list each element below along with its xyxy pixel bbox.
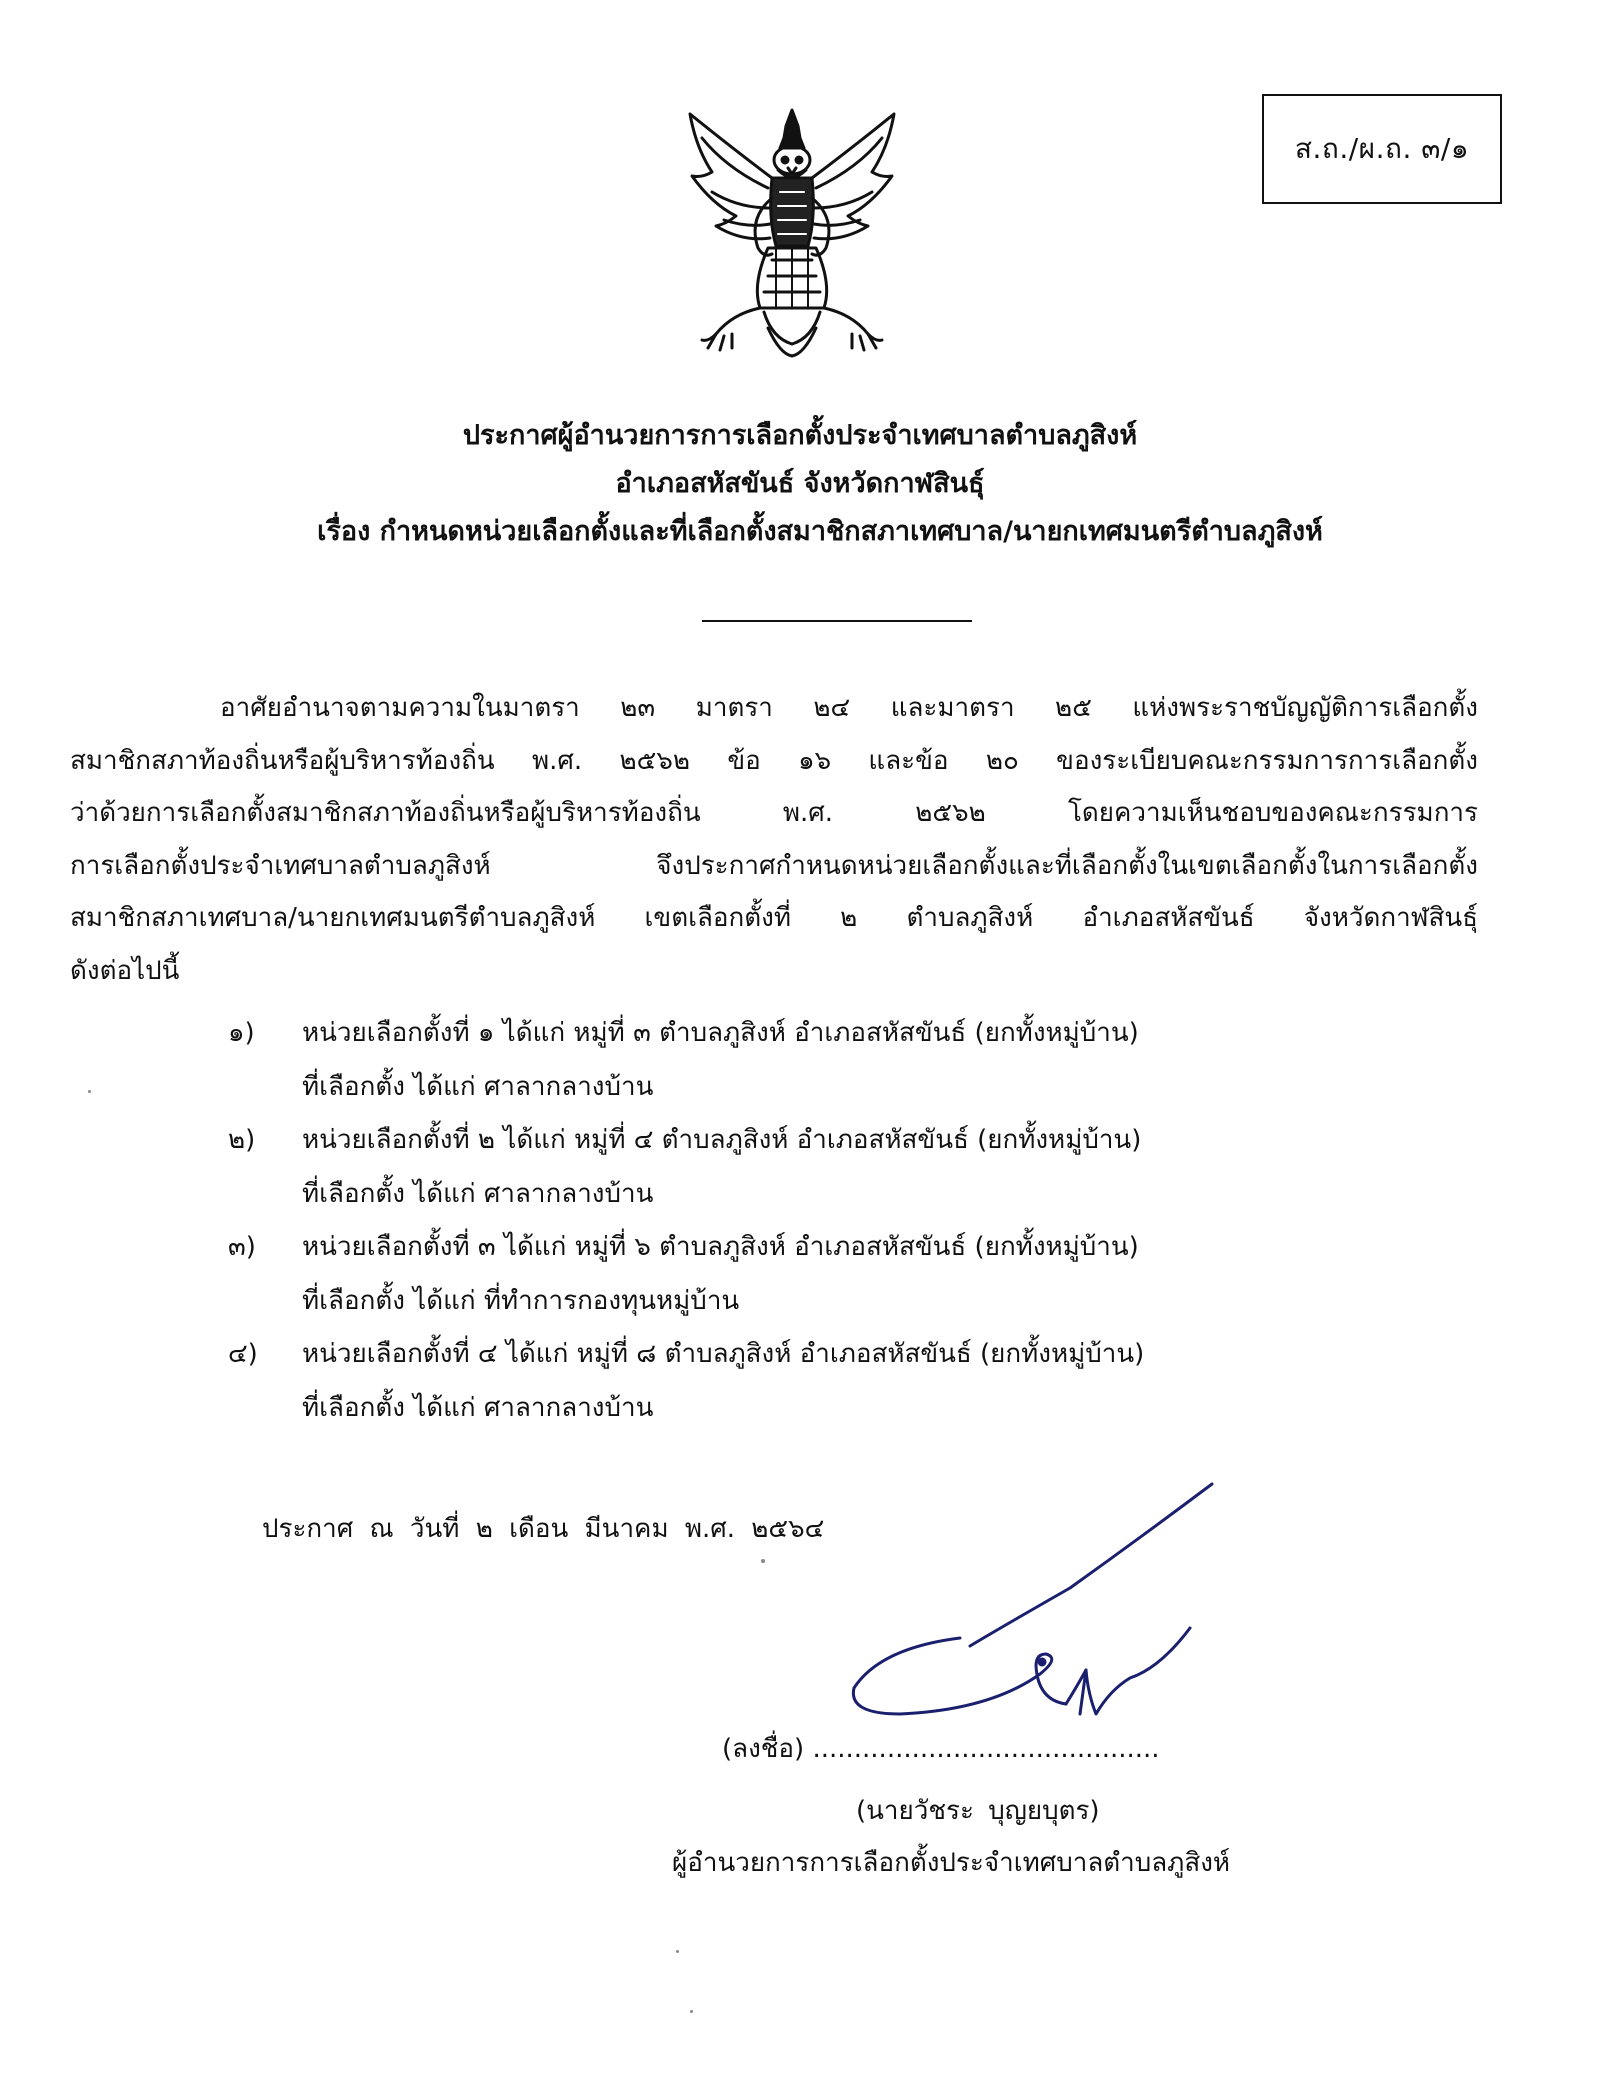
body-line: สมาชิกสภาท้องถิ่นหรือผู้บริหารท้องถิ่น พ.ศ. ๒๕๖๒ ข้อ ๑๖ และข้อ ๒๐ ของระเบียบคณะกรรมการการเลือกตั้ง — [70, 745, 1478, 776]
garuda-emblem-icon — [672, 108, 912, 358]
item-number: ๓) — [228, 1232, 256, 1262]
form-code: ส.ถ./ผ.ถ. ๓/๑ — [1294, 132, 1470, 165]
scan-speck — [676, 1950, 679, 1953]
heading-subject: เรื่อง กำหนดหน่วยเลือกตั้งและที่เลือกตั้งสมาชิกสภาเทศบาล/นายกเทศมนตรีตำบลภูสิงห์ — [317, 516, 1323, 547]
body-line: ดังต่อไปนี้ — [70, 955, 180, 986]
item-number: ๑) — [228, 1018, 255, 1048]
item-place: ที่เลือกตั้ง ได้แก่ ที่ทำการกองทุนหมู่บ้าน — [302, 1285, 740, 1316]
polling-unit-item — [228, 1007, 1328, 1114]
polling-unit-item — [228, 1114, 1328, 1221]
item-unit: หน่วยเลือกตั้งที่ ๒ ได้แก่ หมู่ที่ ๔ ตำบลภูสิงห์ อำเภอสหัสขันธ์ (ยกทั้งหมู่บ้าน) — [302, 1125, 1142, 1155]
item-unit: หน่วยเลือกตั้งที่ ๓ ได้แก่ หมู่ที่ ๖ ตำบลภูสิงห์ อำเภอสหัสขันธ์ (ยกทั้งหมู่บ้าน) — [302, 1232, 1139, 1262]
scan-speck — [761, 1559, 765, 1563]
item-unit: หน่วยเลือกตั้งที่ ๑ ได้แก่ หมู่ที่ ๓ ตำบลภูสิงห์ อำเภอสหัสขันธ์ (ยกทั้งหมู่บ้าน) — [302, 1018, 1139, 1048]
body-line: สมาชิกสภาเทศบาล/นายกเทศมนตรีตำบลภูสิงห์ เขตเลือกตั้งที่ ๒ ตำบลภูสิงห์ อำเภอสหัสขันธ์ จังหวัดกาฬสินธุ์ — [70, 903, 1478, 933]
heading-divider — [702, 620, 972, 622]
polling-unit-item — [228, 1328, 1328, 1435]
scan-speck — [88, 1090, 91, 1093]
item-unit: หน่วยเลือกตั้งที่ ๔ ได้แก่ หมู่ที่ ๘ ตำบลภูสิงห์ อำเภอสหัสขันธ์ (ยกทั้งหมู่บ้าน) — [302, 1339, 1145, 1369]
handwritten-signature — [840, 1478, 1220, 1738]
item-number: ๒) — [228, 1125, 256, 1155]
signer-name: (นายวัชระ บุญยบุตร) — [856, 1796, 1100, 1826]
announcement-date: ประกาศ ณ วันที่ ๒ เดือน มีนาคม พ.ศ. ๒๕๖๔ — [262, 1514, 825, 1544]
signer-title: ผู้อำนวยการการเลือกตั้งประจำเทศบาลตำบลภูสิงห์ — [672, 1848, 1231, 1878]
polling-unit-list — [228, 1007, 1328, 1435]
item-place: ที่เลือกตั้ง ได้แก่ ศาลากลางบ้าน — [302, 1392, 654, 1423]
item-number: ๔) — [228, 1339, 258, 1369]
body-line: การเลือกตั้งประจำเทศบาลตำบลภูสิงห์ จึงประกาศกำหนดหน่วยเลือกตั้งและที่เลือกตั้งในเขตเลือกตั้งในการเลือกตั้ง — [70, 850, 1478, 881]
item-place: ที่เลือกตั้ง ได้แก่ ศาลากลางบ้าน — [302, 1178, 654, 1209]
scan-speck — [690, 2010, 693, 2013]
heading-line-2: อำเภอสหัสขันธ์ จังหวัดกาฬสินธุ์ — [615, 468, 985, 499]
body-line: อาศัยอำนาจตามความในมาตรา ๒๓ มาตรา ๒๔ และมาตรา ๒๕ แห่งพระราชบัญญัติการเลือกตั้ง — [220, 693, 1478, 723]
announcement-body — [70, 682, 1478, 997]
signature-line: (ลงชื่อ) .......................................... — [722, 1734, 1160, 1764]
item-place: ที่เลือกตั้ง ได้แก่ ศาลากลางบ้าน — [302, 1071, 654, 1102]
announcement-heading — [0, 412, 1600, 556]
heading-line-1: ประกาศผู้อำนวยการการเลือกตั้งประจำเทศบาลตำบลภูสิงห์ — [462, 420, 1138, 451]
form-code-box — [1262, 94, 1502, 204]
polling-unit-item — [228, 1221, 1328, 1328]
body-line: ว่าด้วยการเลือกตั้งสมาชิกสภาท้องถิ่นหรือผู้บริหารท้องถิ่น พ.ศ. ๒๕๖๒ โดยความเห็นชอบของคณะกรรมการ — [70, 798, 1478, 828]
